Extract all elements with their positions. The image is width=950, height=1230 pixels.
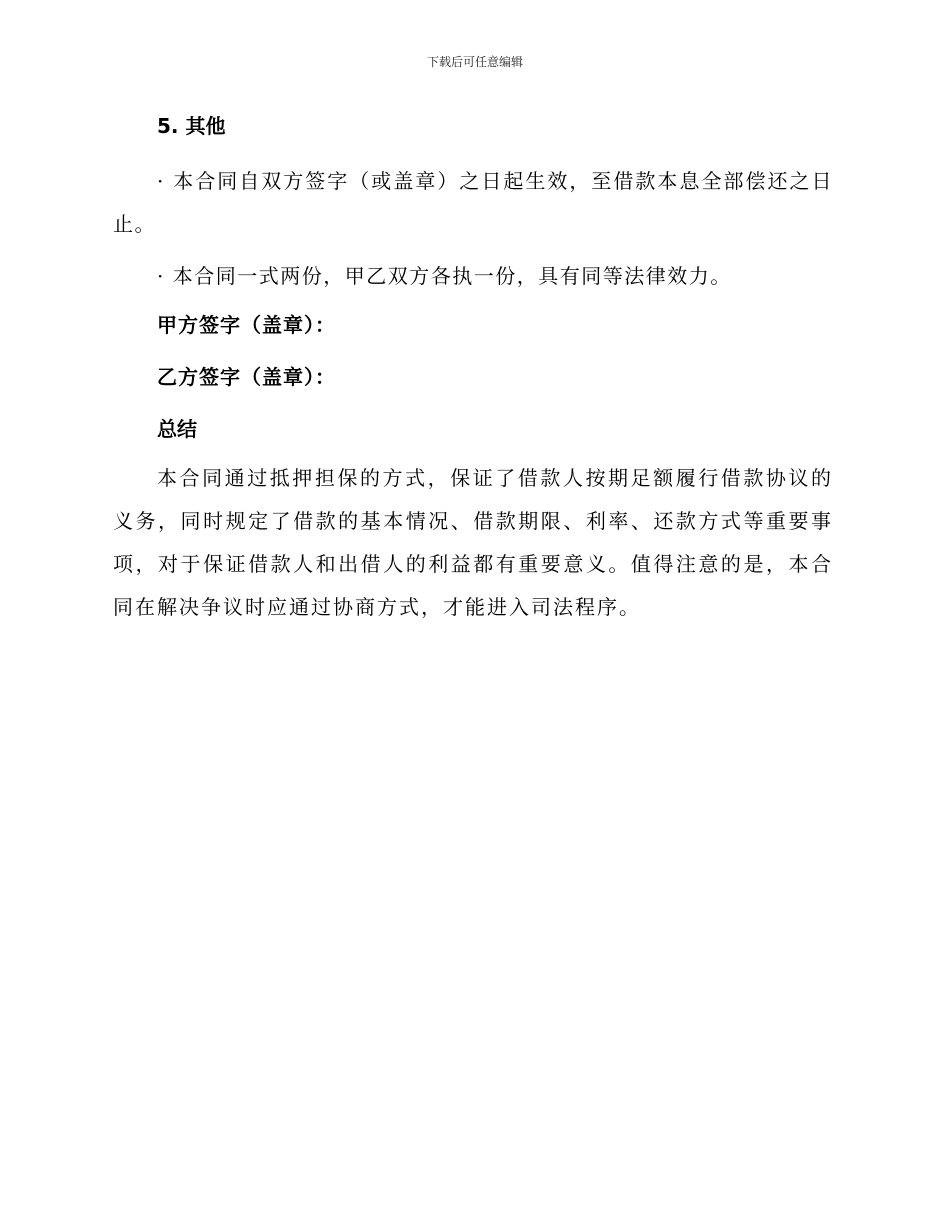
document-body <box>113 108 833 629</box>
party-a-signature: 甲方签字（盖章）： <box>157 313 336 337</box>
section-heading: 5. 其他 <box>157 114 226 138</box>
clause-copies: · 本合同一式两份，甲乙双方各执一份，具有同等法律效力。 <box>157 264 732 288</box>
clause-effective-date: · 本合同自双方签字（或盖章）之日起生效，至借款本息全部偿还之日止。 <box>113 169 833 236</box>
page-header: 下载后可任意编辑 <box>426 55 523 69</box>
summary-paragraph: 本合同通过抵押担保的方式，保证了借款人按期足额履行借款协议的义务，同时规定了借款的基本情况、借款期限、利率、还款方式等重要事项，对于保证借款人和出借人的利益都有重要意义。值得注意的是，本合同在解决争议时应通过协商方式，才能进入司法程序。 <box>113 466 833 619</box>
party-b-signature: 乙方签字（盖章）： <box>157 365 336 389</box>
summary-heading: 总结 <box>157 417 197 441</box>
